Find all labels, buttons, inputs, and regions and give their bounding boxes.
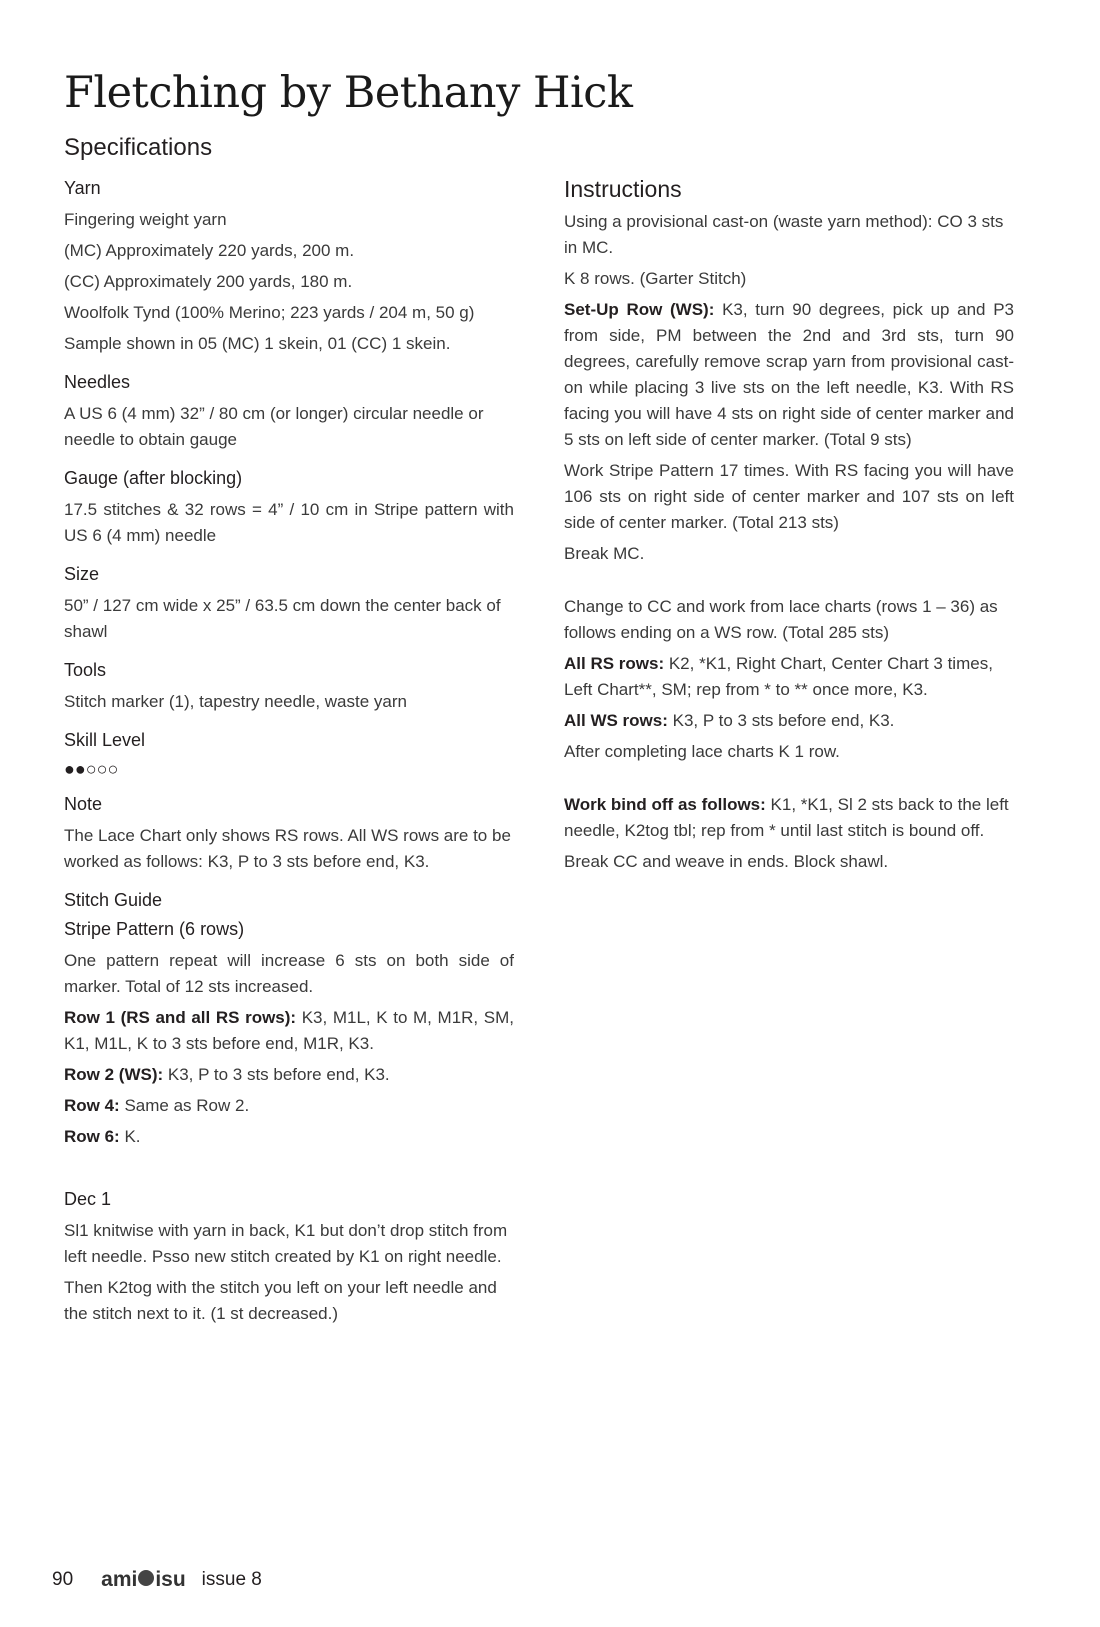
skill-level-dots: ●●○○○	[64, 759, 119, 779]
instructions-heading: Instructions	[564, 176, 682, 202]
size-heading: Size	[64, 564, 100, 584]
stitch-guide-heading: Stitch Guide	[64, 890, 163, 910]
setup-row: Set-Up Row (WS): K3, turn 90 degrees, pick up and P3 from side, PM between the 2nd and 3rd sts, turn 90 degrees, carefully remove scrap yarn from provisional cast-on while placing 3 live sts on the left needle, K3. With RS facing you will have 4 sts on right side of center marker and 5 sts on left side of center marker. (Total 9 sts)	[564, 300, 1014, 449]
specifications-column	[64, 178, 514, 1332]
stripe-pattern-heading: Stripe Pattern (6 rows)	[64, 919, 245, 939]
page-title: Fletching by Bethany Hick	[64, 68, 633, 118]
yarn-heading: Yarn	[64, 178, 101, 198]
instructions-paragraph: Using a provisional cast-on (waste yarn method): CO 3 sts in MC.	[564, 212, 1004, 257]
issue-label: issue 8	[201, 1569, 262, 1590]
instructions-paragraph: Work Stripe Pattern 17 times. With RS facing you will have 106 sts on right side of center marker and 107 sts on left side of center marker. (Total 213 sts)	[564, 461, 1014, 532]
bind-off: Work bind off as follows: K1, *K1, Sl 2 sts back to the left needle, K2tog tbl; rep from * until last stitch is bound off.	[564, 795, 1009, 840]
yarn-line: Woolfolk Tynd (100% Merino; 223 yards / 204 m, 50 g)	[64, 303, 475, 322]
yarn-line: Fingering weight yarn	[64, 210, 227, 229]
instructions-paragraph: After completing lace charts K 1 row.	[564, 742, 840, 761]
page-number: 90	[52, 1569, 74, 1590]
needles-heading: Needles	[64, 372, 131, 392]
yarn-ball-icon	[138, 1570, 154, 1586]
yarn-line: (CC) Approximately 200 yards, 180 m.	[64, 272, 353, 291]
note-text: The Lace Chart only shows RS rows. All WS rows are to be worked as follows: K3, P to 3 sts before end, K3.	[64, 826, 511, 871]
stripe-intro: One pattern repeat will increase 6 sts on both side of marker. Total of 12 sts increased.	[64, 951, 514, 996]
dec1-text: Then K2tog with the stitch you left on your left needle and the stitch next to it. (1 st decreased.)	[64, 1278, 497, 1323]
stripe-row: Row 1 (RS and all RS rows): K3, M1L, K to M, M1R, SM, K1, M1L, K to 3 sts before end, M1R, K3.	[64, 1008, 514, 1053]
tools-heading: Tools	[64, 660, 107, 680]
all-rs-rows: All RS rows: K2, *K1, Right Chart, Center Chart 3 times, Left Chart**, SM; rep from * to ** once more, K3.	[564, 654, 993, 699]
dec1-text: Sl1 knitwise with yarn in back, K1 but don’t drop stitch from left needle. Psso new stitch created by K1 on right needle.	[64, 1221, 508, 1266]
stripe-row: Row 4: Same as Row 2.	[64, 1096, 250, 1115]
note-heading: Note	[64, 794, 103, 814]
stripe-row: Row 2 (WS): K3, P to 3 sts before end, K3.	[64, 1065, 390, 1084]
size-text: 50” / 127 cm wide x 25” / 63.5 cm down the center back of shawl	[64, 596, 501, 641]
amimono-logo: ami isu	[101, 1568, 186, 1591]
skill-heading: Skill Level	[64, 730, 146, 750]
dec1-heading: Dec 1	[64, 1189, 112, 1209]
stripe-row: Row 6: K.	[64, 1127, 141, 1146]
instructions-paragraph: Break MC.	[564, 544, 645, 563]
gauge-text: 17.5 stitches & 32 rows = 4” / 10 cm in Stripe pattern with US 6 (4 mm) needle	[64, 500, 514, 545]
instructions-column	[564, 176, 1014, 880]
instructions-paragraph: Break CC and weave in ends. Block shawl.	[564, 852, 889, 871]
tools-text: Stitch marker (1), tapestry needle, waste yarn	[64, 692, 407, 711]
section-title-specifications: Specifications	[64, 134, 213, 161]
needles-text: A US 6 (4 mm) 32” / 80 cm (or longer) circular needle or needle to obtain gauge	[64, 404, 484, 449]
yarn-line: Sample shown in 05 (MC) 1 skein, 01 (CC) 1 skein.	[64, 334, 451, 353]
instructions-paragraph: Change to CC and work from lace charts (rows 1 – 36) as follows ending on a WS row. (Total 285 sts)	[564, 597, 998, 642]
gauge-heading: Gauge (after blocking)	[64, 468, 243, 488]
instructions-paragraph: K 8 rows. (Garter Stitch)	[564, 269, 747, 288]
all-ws-rows: All WS rows: K3, P to 3 sts before end, K3.	[564, 711, 895, 730]
yarn-line: (MC) Approximately 220 yards, 200 m.	[64, 241, 355, 260]
page-footer	[52, 1568, 262, 1592]
